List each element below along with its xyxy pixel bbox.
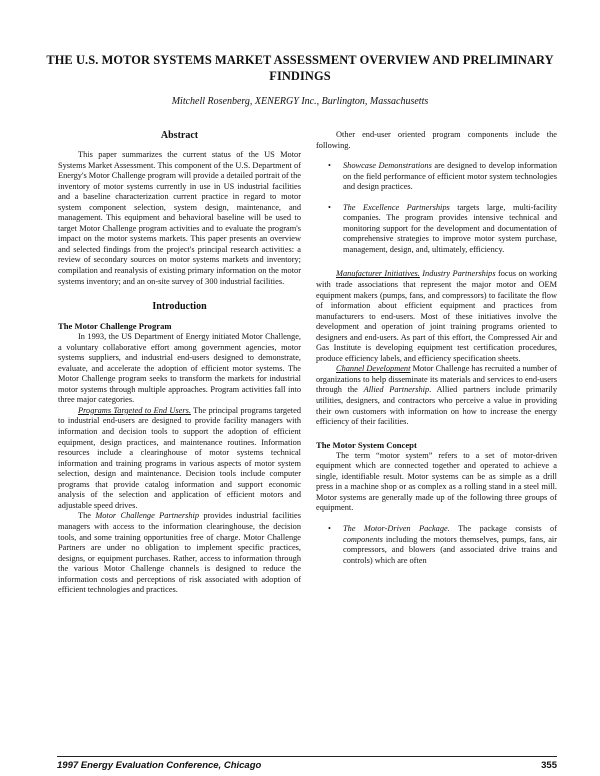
motor-driven-package-label: The Motor-Driven Package. — [343, 523, 450, 533]
manufacturer-initiatives-paragraph — [316, 269, 557, 364]
list-item — [328, 524, 557, 566]
bullet-text: targets large, multi-facility companies. The program provides intensive technical and monitoring support for the development and documentation of comprehensive strategies to improve motor system purchase, management, design, and, ultimately, efficiency. — [343, 202, 557, 254]
bullet-glyph: • — [328, 523, 331, 533]
bullet-text: are designed to develop information on the field performance of efficient motor system technologies and design practices. — [343, 161, 557, 192]
abstract-text: This paper summarizes the current status of the US Motor Systems Market Assessment. This component of the U.S. Department of Energy's Motor Challenge program will provide a detailed portrait of the inventory of motor systems currently in use in US industrial facilities and a baseline characterization current practice in regard to motor system component selection, system design, maintenance, and management. This equipment and behavioral baseline will be used to target Motor Challenge program activities and to evaluate the program's impact on the motor systems markets. This paper presents an overview and selected findings from the project's principal research activities: a review of secondary sources on motor systems markets and inventory; compilation and reanalysis of existing primary information on the motor systems inventory; and an on-site survey of 300 industrial facilities. — [58, 150, 301, 286]
intro-paragraph-3-text: provides industrial facilities managers with access to the information clearinghouse, the decision tools, and some training opportunities free of charge. Motor Challenge Partners are under no obligation to implement specific practices, designs, or equipment purchases. Rather, access to information through the various Motor Challenge channels is designed to reduce the information costs and perceptions of risk associated with adoption of efficient technologies and practices. — [58, 511, 301, 595]
channel-development-end: . Allied partners include primarily utilities, designers, and contractors who perceive a value in providing their own customers with information on how to increase the energy efficiency of their facilities. — [316, 385, 557, 427]
motor-challenge-partnership-label: Motor Challenge Partnership — [95, 511, 199, 521]
list-item — [328, 161, 557, 193]
motor-challenge-subheading: The Motor Challenge Program — [58, 321, 172, 332]
bullet-glyph: • — [328, 202, 331, 212]
intro-paragraph-2 — [58, 406, 301, 511]
allied-partnership-label: Allied Partnership — [363, 385, 430, 395]
bullet-label: Showcase Demonstrations — [343, 161, 432, 171]
motor-system-concept-subheading: The Motor System Concept — [316, 439, 417, 450]
concept-bullets — [316, 524, 557, 566]
right-column — [316, 130, 557, 566]
channel-development-paragraph — [316, 364, 557, 427]
components-label: components — [343, 534, 383, 544]
abstract-heading: Abstract — [160, 130, 199, 141]
programs-targeted-label: Programs Targeted to End Users. — [78, 405, 191, 415]
introduction-heading: Introduction — [152, 301, 207, 313]
intro-paragraph-3-pre: The — [78, 511, 96, 521]
concept-paragraph-1: The term “motor system” refers to a set of motor-driven equipment which are connected together and operated to achieve a single, identifiable result. Motor systems can be as simple as a drill press in a machine shop or as complex as a rolling stand in a steel mill. Motor systems are generally made up of the following three groups of equipment. — [316, 450, 557, 513]
bullet-glyph: • — [328, 161, 331, 171]
industry-partnerships-label: Industry Partnerships — [422, 269, 496, 279]
intro-paragraph-1: In 1993, the US Department of Energy initiated Motor Challenge, a voluntary collaborative effort among government agencies, motor systems suppliers, and industrial end-users designed to demonstrate, evaluate, and accelerate the adoption of efficient motor systems. The Motor Challenge program seeks to transform the markets for industrial motor systems through multiple approaches. Program activities fall into three major categories. — [58, 332, 301, 405]
manufacturer-initiatives-text: focus on working with trade associations that represent the major motor and OEM equipment makers (pumps, fans, and compressors) to facilitate the flow of information about efficient equipment and practices from manufacturers to end-users. Most of these initiatives involve the development and operation of joint training programs oriented to designers and end-users. As part of this effort, the Compressed Air and Gas Institute is developing equipment test certification procedures, produce efficiency labels, and efficiency specification sheets. — [316, 269, 557, 363]
channel-development-label: Channel Development — [336, 364, 411, 374]
author-line: Mitchell Rosenberg, XENERGY Inc., Burlington, Massachusetts — [171, 96, 429, 107]
list-item — [328, 203, 557, 256]
intro-paragraph-2-text: The principal programs targeted to industrial end-users are designed to provide facility managers with information and decision tools to support the adoption of efficient equipment, design practices, and maintenance routines. Information resources include a clearinghouse of motor systems technical information and training programs in various aspects of motor system selection, design and maintenance. Decision tools include computer programs that provide catalog information and support economic analysis of the selection and application of efficient motors and adjustable speed drives. — [58, 405, 301, 510]
bullet-label: The Excellence Partnerships — [343, 202, 450, 212]
intro-paragraph-3 — [58, 511, 301, 595]
motor-driven-package-mid: The package consists of — [449, 523, 558, 533]
channel-development-text: Motor Challenge has recruited a number of organizations to help disseminate its materials and services to end-users through the — [316, 364, 557, 395]
footer-divider — [57, 756, 557, 757]
manufacturer-initiatives-label: Manufacturer Initiatives. — [336, 269, 420, 279]
footer-conference: 1997 Energy Evaluation Conference, Chicago — [57, 760, 262, 771]
paper-title: THE U.S. MOTOR SYSTEMS MARKET ASSESSMENT OVERVIEW AND PRELIMINARY FINDINGS — [46, 53, 554, 83]
end-user-bullets — [316, 161, 557, 255]
motor-driven-package-text: including the motors themselves, pumps, fans, air compressors, and blowers (and associated drive trains and controls) which are often — [343, 534, 557, 565]
page-number: 355 — [541, 760, 557, 771]
intro-paragraph-4: Other end-user oriented program components include the following. — [316, 130, 557, 150]
left-column — [58, 130, 301, 596]
